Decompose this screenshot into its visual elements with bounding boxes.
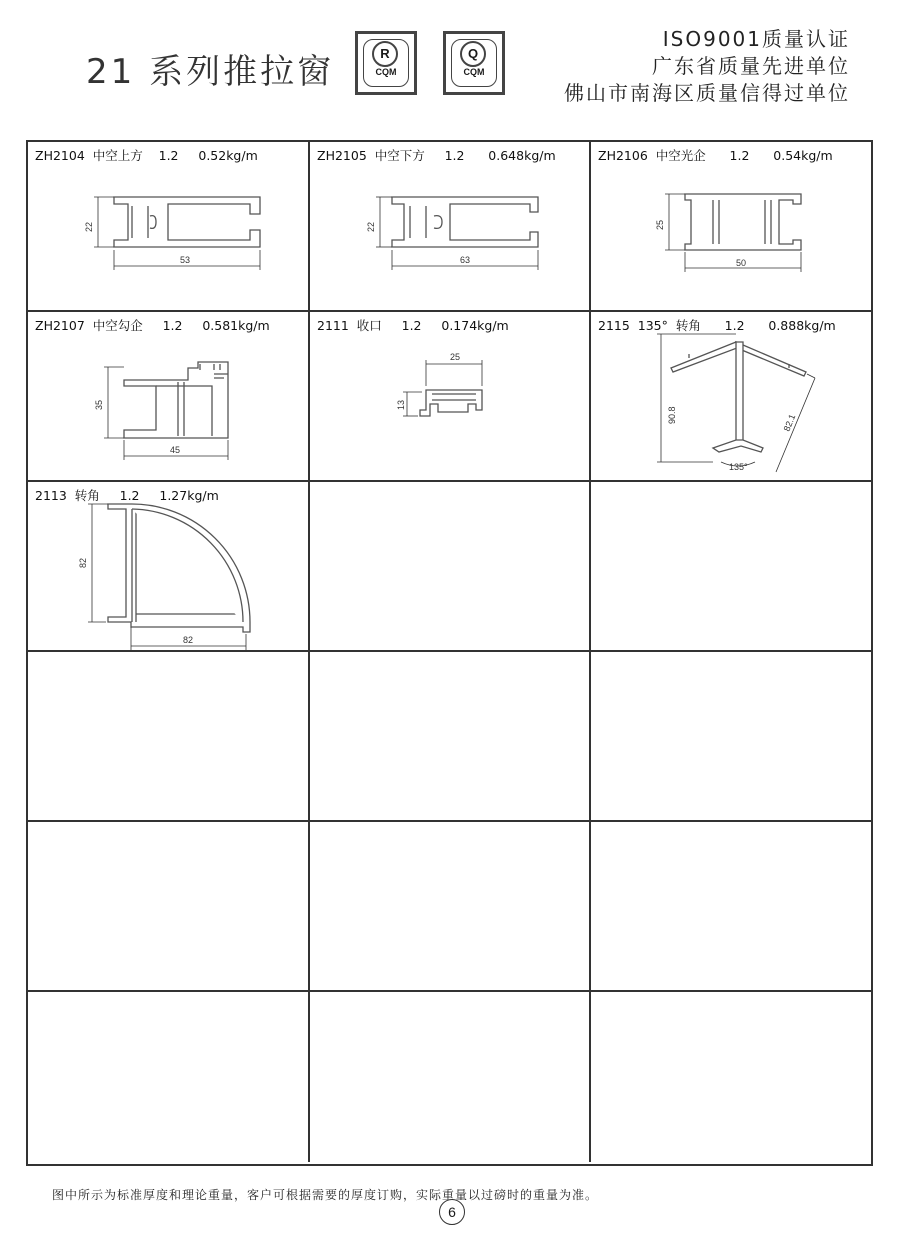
profile-label: ZH2106 中空光企 1.2 0.54kg/m — [598, 148, 833, 163]
dimension-label: 53 — [180, 255, 191, 265]
dimension-label: 135° — [729, 462, 748, 472]
profile-label: 2111 收口 1.2 0.174kg/m — [317, 318, 509, 333]
dimension-label: 22 — [84, 221, 94, 232]
certifications-list — [564, 26, 850, 107]
profile-label: 2115 135° 转角 1.2 0.888kg/m — [598, 318, 836, 333]
profile-drawing — [28, 312, 310, 482]
profile-cell — [591, 312, 871, 482]
cqm-quality-logo — [443, 31, 505, 95]
empty-cell — [591, 992, 871, 1162]
profile-label: 2113 转角 1.2 1.27kg/m — [35, 488, 219, 503]
empty-cell — [28, 822, 310, 992]
dimension-label: 22 — [366, 221, 376, 232]
cert-label: CQM — [463, 67, 485, 77]
dimension-label: 50 — [736, 258, 747, 268]
dimension-label: 25 — [655, 219, 665, 230]
profile-drawing — [28, 482, 310, 652]
empty-cell — [310, 822, 591, 992]
empty-cell — [28, 992, 310, 1162]
empty-cell — [591, 482, 871, 652]
page-title: 21 系列推拉窗 — [86, 52, 335, 92]
profile-drawing — [310, 142, 591, 312]
certification-line: ISO9001质量认证 — [662, 27, 850, 51]
dimension-label: 25 — [450, 352, 461, 362]
empty-cell — [310, 992, 591, 1162]
profile-label: ZH2107 中空勾企 1.2 0.581kg/m — [35, 318, 270, 333]
profile-cell — [591, 142, 871, 312]
profile-label: ZH2104 中空上方 1.2 0.52kg/m — [35, 148, 258, 163]
registered-mark-icon: R — [372, 41, 398, 67]
profile-label: ZH2105 中空下方 1.2 0.648kg/m — [317, 148, 556, 163]
cqm-certification-logo — [355, 31, 417, 95]
empty-cell — [310, 652, 591, 822]
profile-drawing — [28, 142, 310, 312]
profile-grid — [26, 140, 873, 1166]
dimension-label: 82.1 — [781, 412, 798, 433]
profile-drawing — [591, 312, 871, 482]
empty-cell — [591, 822, 871, 992]
dimension-label: 90.8 — [667, 406, 677, 424]
dimension-label: 63 — [460, 255, 471, 265]
certification-line: 佛山市南海区质量信得过单位 — [564, 81, 850, 105]
quality-mark-icon: Q — [460, 41, 486, 67]
cert-label: CQM — [375, 67, 397, 77]
profile-cell — [310, 312, 591, 482]
dimension-label: 45 — [170, 445, 181, 455]
dimension-label: 82 — [78, 557, 88, 568]
profile-drawing — [591, 142, 871, 312]
profile-cell — [28, 142, 310, 312]
empty-cell — [310, 482, 591, 652]
page-number: 6 — [439, 1199, 465, 1225]
dimension-label: 82 — [183, 635, 194, 645]
empty-cell — [591, 652, 871, 822]
dimension-label: 35 — [94, 399, 104, 410]
profile-drawing — [310, 312, 591, 482]
profile-cell — [28, 482, 310, 652]
profile-cell — [310, 142, 591, 312]
certification-line: 广东省质量先进单位 — [652, 54, 850, 78]
footer-note: 图中所示为标准厚度和理论重量，客户可根据需要的厚度订购，实际重量以过磅时的重量为准。 — [52, 1188, 599, 1202]
profile-cell — [28, 312, 310, 482]
empty-cell — [28, 652, 310, 822]
dimension-label: 13 — [396, 399, 406, 410]
